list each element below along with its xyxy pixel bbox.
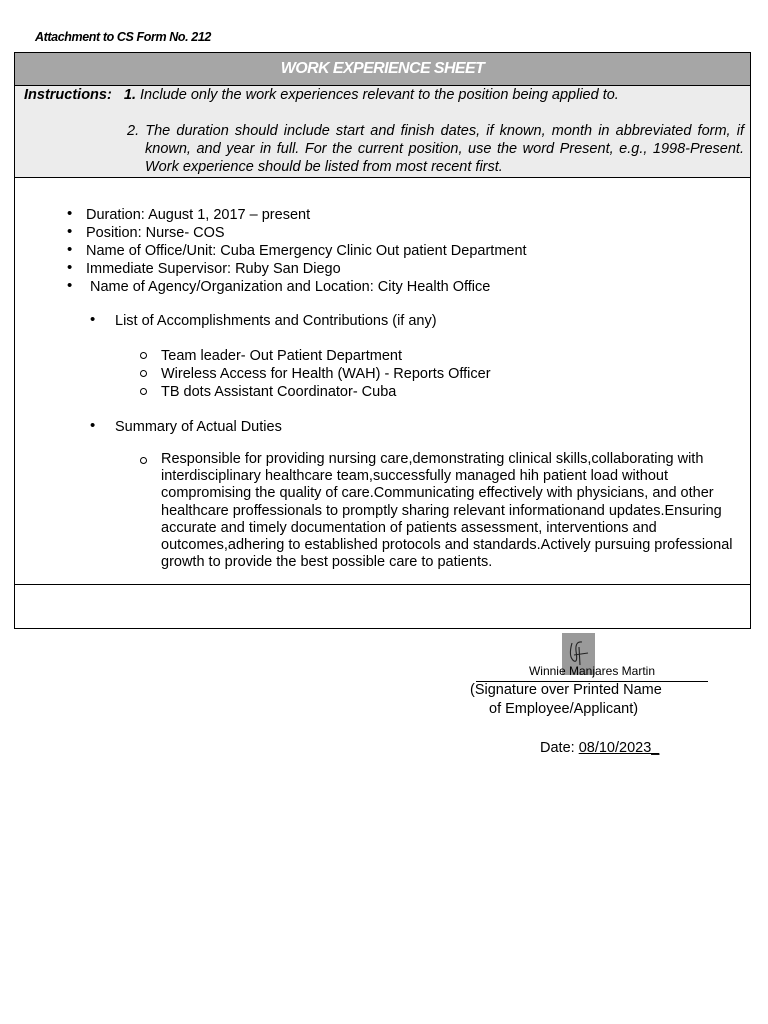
supervisor-text: Immediate Supervisor: Ruby San Diego [86,261,341,277]
instructions-label: Instructions: [24,87,112,103]
bullet-icon: • [67,259,73,276]
date-value: 08/10/2023_ [578,740,660,756]
instruction-1 [24,86,619,104]
position-text: Position: Nurse- COS [86,225,225,241]
signatory-name: Winnie Manjares Martin [476,662,708,682]
bullet-icon: • [67,277,73,294]
circle-bullet-icon [140,370,147,377]
circle-bullet-icon [140,352,147,359]
instruction-2: 2. The duration should include start and finish dates, if known, month in abbreviated form, if known, and year in full. For the current position, use the word Present, e.g., 1998-Present. Work experience should be listed from most recent first. [127,123,744,175]
date-label: Date: [540,740,579,756]
sheet-divider [15,584,750,585]
accomplishment-item: TB dots Assistant Coordinator- Cuba [161,384,397,400]
signature-caption-line1: (Signature over Printed Name [470,682,662,698]
bullet-icon: • [90,311,96,328]
bullet-icon: • [90,417,96,434]
duties-heading: Summary of Actual Duties [115,419,282,435]
instruction-1-number: 1. [123,87,136,103]
instruction-1-text: Include only the work experiences relevant to the position being applied to. [140,87,619,103]
work-experience-sheet [14,52,751,629]
accomplishments-heading: List of Accomplishments and Contributions (if any) [115,313,437,329]
instructions-box [15,86,750,178]
office-text: Name of Office/Unit: Cuba Emergency Clinic Out patient Department [86,243,527,259]
attachment-label: Attachment to CS Form No. 212 [35,30,211,44]
signature-caption-line2: of Employee/Applicant) [489,701,639,717]
duration-text: Duration: August 1, 2017 – present [86,207,311,223]
accomplishment-item: Team leader- Out Patient Department [161,348,402,364]
circle-bullet-icon [140,457,147,464]
duties-text: Responsible for providing nursing care,demonstrating clinical skills,collaborating with interdisciplinary healthcare team,successfully managed hih patient load without compromising the quality of care.Communicating effectively with physicians, and other healthcare proffessionals to promptly sharing relevant informationand updates.Ensuring accurate and timely documentation of patients assessment, interventions and outcomes,adhering to established protocols and standards.Actively pursuing professional growth to provide the best possible care to patients. [161,451,733,571]
bullet-icon: • [67,241,73,258]
bullet-icon: • [67,205,73,222]
agency-text: Name of Agency/Organization and Location: City Health Office [90,279,491,295]
circle-bullet-icon [140,388,147,395]
sheet-title: WORK EXPERIENCE SHEET [15,53,750,86]
accomplishment-item: Wireless Access for Health (WAH) - Reports Officer [161,366,491,382]
date-field [540,740,659,756]
bullet-icon: • [67,223,73,240]
